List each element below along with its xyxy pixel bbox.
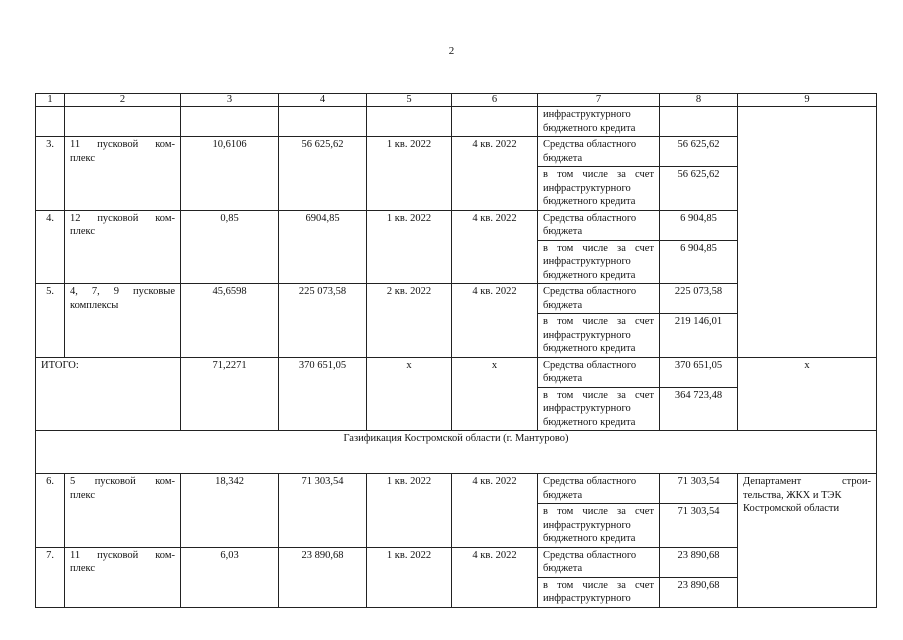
source-cell: в том числе за счет инфраструктурного бюджетного кредита: [538, 240, 660, 284]
section-title: Газификация Костромской области (г. Мантурово): [36, 431, 877, 474]
cost-cell: 6904,85: [279, 210, 367, 284]
start-cell: 1 кв. 2022: [367, 210, 452, 284]
source-cell: Средства областного бюджета: [538, 284, 660, 314]
source-cell: Средства областного бюджета: [538, 137, 660, 167]
end-cell: 4 кв. 2022: [452, 284, 538, 358]
source-cell: Средства областного бюджета: [538, 474, 660, 504]
start-cell: 1 кв. 2022: [367, 474, 452, 548]
start-cell: 1 кв. 2022: [367, 137, 452, 211]
object-name: 11 пусковой ком- плекс: [65, 547, 181, 607]
amount-cell: 6 904,85: [660, 240, 738, 284]
cost-cell: 71 303,54: [279, 474, 367, 548]
amount-cell: 23 890,68: [660, 547, 738, 577]
responsible-cell: [738, 474, 877, 608]
total-label: ИТОГО:: [36, 357, 181, 431]
amount-cell: 219 146,01: [660, 314, 738, 358]
source-cell: в том числе за счет инфраструктурного бюджетного кредита: [538, 167, 660, 211]
start-cell: x: [367, 357, 452, 431]
amount-cell: 71 303,54: [660, 504, 738, 548]
department-line: тельства, ЖКХ и ТЭК: [743, 489, 842, 501]
length-cell: 6,03: [181, 547, 279, 607]
row-number: 4.: [36, 210, 65, 284]
amount-cell: 23 890,68: [660, 577, 738, 607]
col-header: 4: [279, 94, 367, 107]
amount-cell: 56 625,62: [660, 137, 738, 167]
cost-cell: 370 651,05: [279, 357, 367, 431]
end-cell: 4 кв. 2022: [452, 137, 538, 211]
start-cell: 2 кв. 2022: [367, 284, 452, 358]
amount-cell: 364 723,48: [660, 387, 738, 431]
object-name: 11 пусковой ком- плекс: [65, 137, 181, 211]
cost-cell: 225 073,58: [279, 284, 367, 358]
col-header: 6: [452, 94, 538, 107]
total-row: [36, 357, 877, 387]
col-header: 7: [538, 94, 660, 107]
col-header: 2: [65, 94, 181, 107]
end-cell: 4 кв. 2022: [452, 547, 538, 607]
start-cell: 1 кв. 2022: [367, 547, 452, 607]
amount-cell: 225 073,58: [660, 284, 738, 314]
end-cell: 4 кв. 2022: [452, 474, 538, 548]
source-cell: в том числе за счет инфраструктурного бюджетного кредита: [538, 314, 660, 358]
col-header: 8: [660, 94, 738, 107]
length-cell: 10,6106: [181, 137, 279, 211]
col-header: 1: [36, 94, 65, 107]
end-cell: 4 кв. 2022: [452, 210, 538, 284]
object-name: 4, 7, 9 пусковые комплексы: [65, 284, 181, 358]
amount-cell: 56 625,62: [660, 167, 738, 211]
row-number: 7.: [36, 547, 65, 607]
page-number: 2: [448, 45, 455, 57]
object-name: 12 пусковой ком- плекс: [65, 210, 181, 284]
source-cell: в том числе за счет инфраструктурного бюджетного кредита: [538, 387, 660, 431]
row-number: 6.: [36, 474, 65, 548]
funding-table: [35, 93, 877, 608]
department-line: Департамент строи-: [743, 476, 871, 487]
cost-cell: 56 625,62: [279, 137, 367, 211]
source-cell: инфраструктурного бюджетного кредита: [538, 107, 660, 137]
source-cell: Средства областного бюджета: [538, 357, 660, 387]
source-cell: в том числе за счет инфраструктурного бюджетного кредита: [538, 504, 660, 548]
responsible-cell: x: [738, 357, 877, 431]
cost-cell: 23 890,68: [279, 547, 367, 607]
col-header: 3: [181, 94, 279, 107]
header-row: [36, 94, 877, 107]
table-row: [36, 107, 877, 137]
length-cell: 71,2271: [181, 357, 279, 431]
length-cell: 18,342: [181, 474, 279, 548]
amount-cell: 370 651,05: [660, 357, 738, 387]
source-cell: Средства областного бюджета: [538, 547, 660, 577]
row-number: 3.: [36, 137, 65, 211]
object-name: 5 пусковой ком- плекс: [65, 474, 181, 548]
col-header: 9: [738, 94, 877, 107]
section-row: [36, 431, 877, 474]
responsible-cell: [738, 107, 877, 358]
department-line: Костромской области: [743, 503, 840, 514]
amount-cell: 71 303,54: [660, 474, 738, 504]
end-cell: x: [452, 357, 538, 431]
length-cell: 45,6598: [181, 284, 279, 358]
amount-cell: 6 904,85: [660, 210, 738, 240]
table-row: [36, 474, 877, 504]
row-number: 5.: [36, 284, 65, 358]
length-cell: 0,85: [181, 210, 279, 284]
source-cell: Средства областного бюджета: [538, 210, 660, 240]
source-cell: в том числе за счет инфраструктурного: [538, 577, 660, 607]
col-header: 5: [367, 94, 452, 107]
